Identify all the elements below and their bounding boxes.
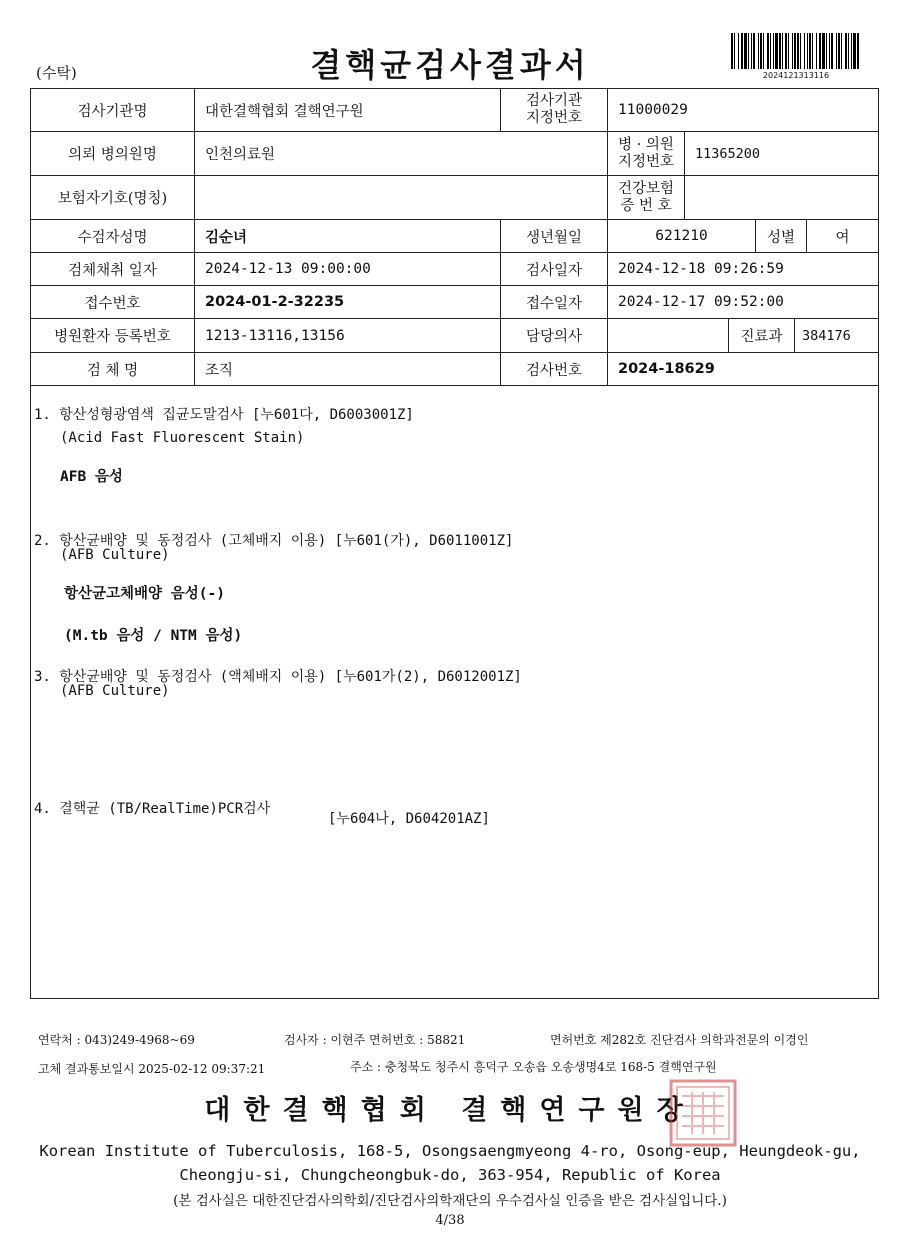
barcode-bar bbox=[794, 33, 796, 69]
certification-note: (본 검사실은 대한진단검사의학회/진단검사의학재단의 우수검사실 인증을 받은 검사실입니다.) bbox=[173, 1193, 727, 1209]
barcode-bar bbox=[819, 33, 821, 69]
barcode-bar bbox=[816, 33, 817, 69]
barcode-bar bbox=[741, 33, 743, 69]
barcode-bar bbox=[831, 33, 833, 69]
dob-label: 생년월일 bbox=[501, 220, 608, 253]
barcode-bar bbox=[857, 33, 859, 69]
barcode-bar bbox=[792, 33, 793, 69]
barcode-bar bbox=[753, 33, 755, 69]
barcode-bar bbox=[763, 33, 764, 69]
dept-value: 384176 bbox=[802, 327, 851, 344]
test-no: 2024-18629 bbox=[608, 353, 879, 386]
test-3-sub: (AFB Culture) bbox=[60, 683, 170, 699]
hosp-code-cell bbox=[608, 132, 879, 176]
reg-label: 병원환자 등록번호 bbox=[31, 319, 195, 353]
test-2-result-detail: (M.tb 음성 / NTM 음성) bbox=[64, 628, 243, 644]
patient-label: 수검자성명 bbox=[31, 220, 195, 253]
hospital-name: 인천의료원 bbox=[195, 132, 608, 176]
consign-label: (수탁) bbox=[36, 64, 77, 82]
barcode-bar bbox=[782, 33, 783, 69]
test-4-title: 4. 결핵균 (TB/RealTime)PCR검사 bbox=[34, 801, 271, 817]
test-date: 2024-12-18 09:26:59 bbox=[608, 253, 879, 286]
examiner: 검사자 : 이현주 면허번호 : 58821 bbox=[284, 1033, 466, 1047]
barcode-bar bbox=[770, 33, 771, 69]
health-cell bbox=[608, 176, 879, 220]
barcode-bar bbox=[758, 33, 759, 69]
contact: 연락처 : 043)249-4968~69 bbox=[38, 1033, 195, 1047]
insurer-value bbox=[195, 176, 608, 220]
inst-code-label: 검사기관 지정번호 bbox=[501, 89, 608, 132]
health-no bbox=[685, 176, 695, 219]
page-number: 4/38 bbox=[435, 1213, 465, 1228]
barcode-bar bbox=[800, 33, 801, 69]
barcode-image bbox=[731, 33, 861, 69]
barcode-bar bbox=[826, 33, 827, 69]
specimen-label: 검 체 명 bbox=[31, 353, 195, 386]
test-1-result: AFB 음성 bbox=[60, 469, 123, 485]
barcode-bar bbox=[848, 33, 849, 69]
specialist: 면허번호 제282호 진단검사 의학과전문의 이경인 bbox=[550, 1033, 809, 1047]
barcode-bar bbox=[853, 33, 856, 69]
barcode-bar bbox=[845, 33, 847, 69]
test-3-title: 3. 항산균배양 및 동정검사 (액체배지 이용) [누601가(2), D6012001Z] bbox=[34, 669, 522, 685]
barcode-bar bbox=[767, 33, 769, 69]
barcode-bar bbox=[779, 33, 781, 69]
barcode-bar bbox=[851, 33, 852, 69]
address: 주소 : 충청북도 청주시 흥덕구 오송읍 오송생명4로 168-5 결핵연구원 bbox=[350, 1060, 717, 1074]
doctor-dept-cell bbox=[608, 319, 879, 353]
receipt-date-label: 접수일자 bbox=[501, 286, 608, 319]
reg-no: 1213-13116,13156 bbox=[195, 319, 501, 353]
barcode-bar bbox=[807, 33, 808, 69]
test-date-label: 검사일자 bbox=[501, 253, 608, 286]
barcode-bar bbox=[841, 33, 842, 69]
inst-name: 대한결핵협회 결핵연구원 bbox=[195, 89, 501, 132]
barcode-bar bbox=[804, 33, 805, 69]
receipt-date: 2024-12-17 09:52:00 bbox=[608, 286, 879, 319]
barcode-bar bbox=[809, 33, 811, 69]
test-2-title: 2. 항산균배양 및 동정검사 (고체배지 이용) [누601(가), D6011001Z] bbox=[34, 533, 514, 549]
test-4-code: [누604나, D604201AZ] bbox=[328, 811, 490, 827]
english-address-1: Korean Institute of Tuberculosis, 168-5, Osongsaengmyeong 4-ro, Osong-eup, Heungdeok-gu, bbox=[39, 1142, 861, 1160]
insurer-label: 보험자기호(명칭) bbox=[31, 176, 195, 220]
barcode-bar bbox=[748, 33, 749, 69]
hosp-code: 11365200 bbox=[695, 145, 761, 162]
english-address-2: Cheongju-si, Chungcheongbuk-do, 363-954, Republic of Korea bbox=[179, 1166, 721, 1184]
barcode-bar bbox=[838, 33, 840, 69]
test-2-sub: (AFB Culture) bbox=[60, 547, 170, 563]
barcode-bar bbox=[760, 33, 762, 69]
test-2-result: 항산균고체배양 음성(-) bbox=[64, 586, 225, 602]
barcode-bar bbox=[744, 33, 747, 69]
patient-name: 김순녀 bbox=[195, 220, 501, 253]
barcode-bar bbox=[773, 33, 774, 69]
info-table bbox=[30, 88, 879, 386]
test-1-title: 1. 항산성형광염색 집균도말검사 [누601다, D6003001Z] bbox=[34, 407, 414, 423]
dob-value: 621210 bbox=[608, 220, 756, 253]
hosp-code-label: 병 · 의원 지정번호 bbox=[608, 132, 685, 175]
inst-name-label: 검사기관명 bbox=[31, 89, 195, 132]
collect-date: 2024-12-13 09:00:00 bbox=[195, 253, 501, 286]
barcode-bar bbox=[812, 33, 813, 69]
health-no-label: 건강보험 증 번 호 bbox=[608, 176, 685, 219]
barcode-bar bbox=[797, 33, 799, 69]
inst-code: 11000029 bbox=[608, 89, 879, 132]
dept-label: 진료과 bbox=[729, 319, 795, 352]
barcode-bar bbox=[738, 33, 739, 69]
barcode-bar bbox=[734, 33, 735, 69]
barcode-bar bbox=[785, 33, 787, 69]
doctor-label: 담당의사 bbox=[501, 319, 608, 353]
organization-name: 대한결핵협회 결핵연구원장 bbox=[204, 1095, 696, 1126]
receipt-no-label: 접수번호 bbox=[31, 286, 195, 319]
barcode-bar bbox=[788, 33, 789, 69]
barcode-bar bbox=[822, 33, 825, 69]
test-no-label: 검사번호 bbox=[501, 353, 608, 386]
doctor-value bbox=[608, 319, 729, 352]
test-1-sub: (Acid Fast Fluorescent Stain) bbox=[60, 430, 305, 446]
sex-label: 성별 bbox=[756, 220, 807, 253]
barcode-number: 2024121313116 bbox=[762, 71, 830, 80]
hospital-label: 의뢰 병의원명 bbox=[31, 132, 195, 176]
official-seal-stamp bbox=[668, 1078, 738, 1148]
receipt-no: 2024-01-2-32235 bbox=[195, 286, 501, 319]
document-title: 결핵균검사결과서 bbox=[310, 46, 590, 84]
notify-date: 고체 결과통보일시 2025-02-12 09:37:21 bbox=[38, 1062, 266, 1076]
sex-value: 여 bbox=[807, 220, 879, 253]
barcode-bar bbox=[731, 33, 733, 69]
barcode-bar bbox=[829, 33, 830, 69]
collect-label: 검체채취 일자 bbox=[31, 253, 195, 286]
barcode-bar bbox=[751, 33, 752, 69]
barcode-bar bbox=[775, 33, 778, 69]
barcode-bar bbox=[836, 33, 837, 69]
specimen-value: 조직 bbox=[195, 353, 501, 386]
